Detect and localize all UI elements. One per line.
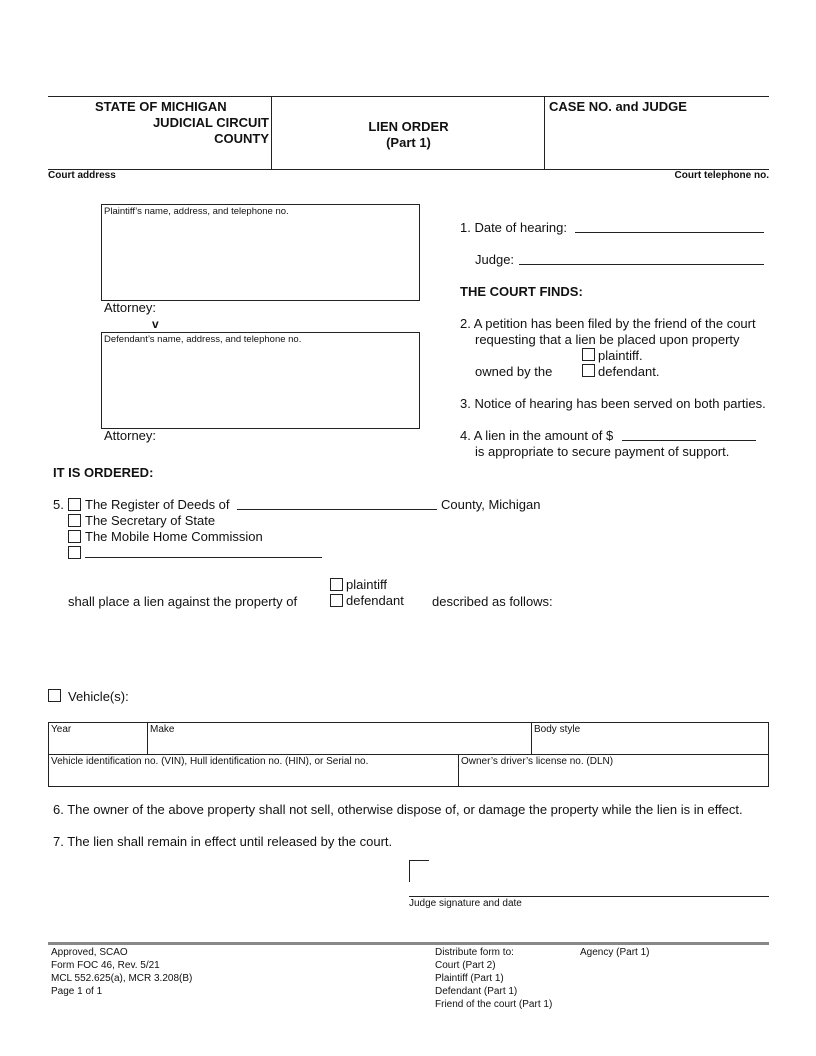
term-6: 6. The owner of the above property shall not sell, otherwise dispose of, or damage the property while the lien is in effect.	[53, 802, 743, 817]
form-title: LIEN ORDER	[368, 119, 449, 134]
vehicles-label: Vehicle(s):	[68, 689, 129, 704]
county-label: COUNTY	[214, 131, 269, 146]
defendant-attorney-label: Attorney:	[104, 428, 157, 443]
vehicles-checkbox[interactable]	[48, 689, 61, 702]
lien-defendant-label: defendant	[346, 593, 404, 608]
defendant-box-label: Defendant’s name, address, and telephone no.	[104, 334, 302, 345]
signature-corner-mark	[409, 860, 429, 882]
hearing-date-label: 1. Date of hearing:	[460, 220, 567, 235]
register-of-deeds-checkbox[interactable]	[68, 498, 81, 511]
vehicle-body-style-label: Body style	[534, 724, 581, 735]
finding-3: 3. Notice of hearing has been served on both parties.	[460, 396, 766, 411]
footer-approved: Approved, SCAO	[51, 947, 128, 958]
vehicle-year-cell[interactable]	[48, 722, 148, 755]
finding-defendant-label: defendant.	[598, 364, 660, 379]
mobile-home-commission-checkbox[interactable]	[68, 530, 81, 543]
judge-signature-label: Judge signature and date	[409, 898, 522, 909]
secretary-of-state-checkbox[interactable]	[68, 514, 81, 527]
finding-4-line2: is appropriate to secure payment of support.	[475, 444, 730, 459]
footer-dist-court: Court (Part 2)	[435, 960, 496, 971]
owner-dln-label: Owner’s driver’s license no. (DLN)	[461, 756, 614, 767]
lien-plaintiff-checkbox[interactable]	[330, 578, 343, 591]
described-as-follows-text: described as follows:	[432, 594, 553, 609]
footer-dist-defendant: Defendant (Part 1)	[435, 986, 518, 997]
secretary-of-state-label: The Secretary of State	[85, 513, 216, 528]
vehicle-make-cell[interactable]	[147, 722, 532, 755]
vehicle-year-label: Year	[51, 724, 72, 735]
owned-by-label: owned by the	[475, 364, 553, 379]
lien-amount-field[interactable]	[622, 440, 756, 441]
county-michigan-label: County, Michigan	[441, 497, 541, 512]
other-agency-field[interactable]	[85, 557, 322, 558]
register-of-deeds-label: The Register of Deeds of	[85, 497, 230, 512]
finding-4-line1: 4. A lien in the amount of $	[460, 428, 614, 443]
it-is-ordered-heading: IT IS ORDERED:	[53, 465, 154, 480]
finding-2-line2: requesting that a lien be placed upon property	[475, 332, 740, 347]
state-label: STATE OF MICHIGAN	[95, 99, 227, 114]
footer-dist-agency: Agency (Part 1)	[580, 947, 650, 958]
defendant-info-box[interactable]	[101, 332, 420, 429]
county-name-field[interactable]	[237, 509, 437, 510]
finding-plaintiff-label: plaintiff.	[598, 348, 643, 363]
circuit-label: JUDICIAL CIRCUIT	[152, 115, 269, 130]
finding-plaintiff-checkbox[interactable]	[582, 348, 595, 361]
finding-defendant-checkbox[interactable]	[582, 364, 595, 377]
footer-dist-foc: Friend of the court (Part 1)	[435, 999, 553, 1010]
versus-label: v	[152, 317, 159, 331]
court-address-label: Court address	[48, 170, 116, 181]
other-agency-checkbox[interactable]	[68, 546, 81, 559]
court-phone-label: Court telephone no.	[674, 170, 769, 181]
court-finds-heading: THE COURT FINDS:	[460, 284, 583, 299]
plaintiff-info-box[interactable]	[101, 204, 420, 301]
item-5-number: 5.	[53, 497, 64, 512]
finding-2-line1: 2. A petition has been filed by the friend of the court	[460, 316, 756, 331]
judge-label: Judge:	[475, 252, 515, 267]
plaintiff-box-label: Plaintiff’s name, address, and telephone no.	[104, 206, 289, 217]
vehicle-vin-label: Vehicle identification no. (VIN), Hull identification no. (HIN), or Serial no.	[51, 756, 369, 767]
mobile-home-commission-label: The Mobile Home Commission	[85, 529, 263, 544]
shall-place-lien-text: shall place a lien against the property of	[68, 594, 298, 609]
vehicle-body-style-cell[interactable]	[531, 722, 769, 755]
owner-dln-cell[interactable]	[458, 754, 769, 787]
footer-form-number: Form FOC 46, Rev. 5/21	[51, 960, 160, 971]
form-title-part: (Part 1)	[386, 135, 431, 150]
judge-field[interactable]	[519, 264, 764, 265]
lien-plaintiff-label: plaintiff	[346, 577, 387, 592]
lien-defendant-checkbox[interactable]	[330, 594, 343, 607]
footer-rule	[48, 942, 769, 945]
term-7: 7. The lien shall remain in effect until released by the court.	[53, 834, 393, 849]
footer-mcl: MCL 552.625(a), MCR 3.208(B)	[51, 973, 193, 984]
footer-distribute-label: Distribute form to:	[435, 947, 514, 958]
vehicle-vin-cell[interactable]	[48, 754, 459, 787]
judge-signature-field[interactable]	[409, 896, 769, 897]
vehicle-make-label: Make	[150, 724, 175, 735]
hearing-date-field[interactable]	[575, 232, 764, 233]
case-no-label: CASE NO. and JUDGE	[549, 99, 687, 114]
footer-dist-plaintiff: Plaintiff (Part 1)	[435, 973, 504, 984]
footer-page: Page 1 of 1	[51, 986, 103, 997]
plaintiff-attorney-label: Attorney:	[104, 300, 157, 315]
